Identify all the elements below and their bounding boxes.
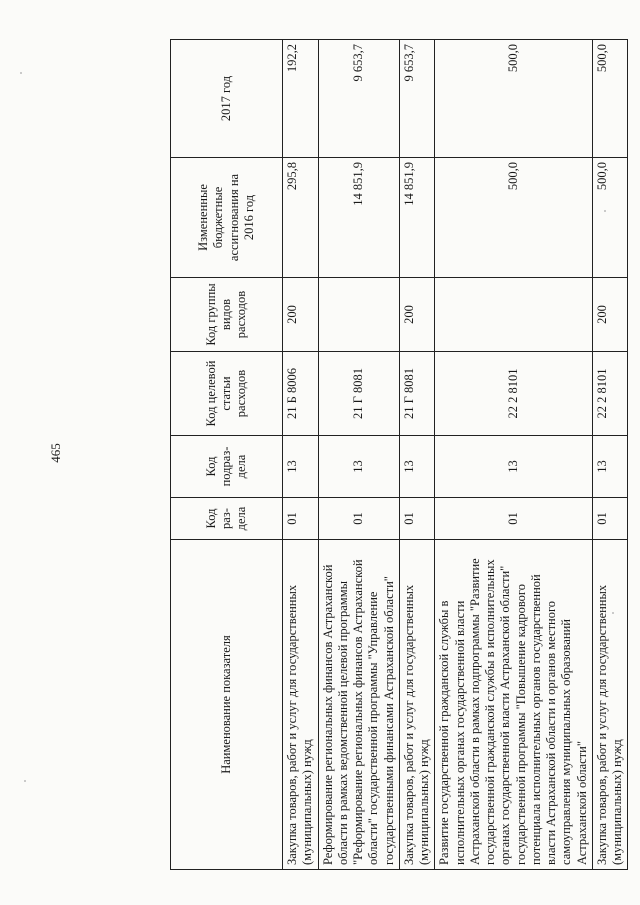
budget-table-landscape bbox=[170, 40, 624, 870]
row-2017: 500,0 bbox=[435, 40, 593, 158]
row-group bbox=[435, 278, 593, 352]
table-header-row bbox=[171, 40, 283, 870]
row-name: Развитие государственной гражданской службы в исполнительных органах государственной власти Астраханской области в рамках подпрограммы "Развитие государственной гражданской службы в исполнительных органах государственной власти Астраханской области" государственной программы "Повышение кадрового потенциала исполнительных органов государственной власти Астраханской области и органов местного самоуправления муниципальных образований Астраханской области" bbox=[435, 540, 593, 870]
row-target: 22 2 8101 bbox=[592, 352, 628, 436]
table-row bbox=[318, 40, 399, 870]
row-podrazdel: 13 bbox=[399, 436, 435, 498]
page-number: 465 bbox=[48, 443, 63, 463]
table-row bbox=[592, 40, 628, 870]
row-group: 200 bbox=[592, 278, 628, 352]
scan-speck bbox=[20, 72, 22, 74]
row-group bbox=[318, 278, 399, 352]
row-razdel: 01 bbox=[283, 498, 319, 540]
budget-table bbox=[170, 39, 628, 870]
header-group: Код группы видов расходов bbox=[171, 278, 283, 352]
row-podrazdel: 13 bbox=[318, 436, 399, 498]
scan-speck bbox=[24, 780, 26, 782]
header-razdel: Код раз-дела bbox=[171, 498, 283, 540]
row-podrazdel: 13 bbox=[283, 436, 319, 498]
row-2017: 192,2 bbox=[283, 40, 319, 158]
row-changed-2016: 295,8 bbox=[283, 158, 319, 278]
header-target: Код целевой статьи расходов bbox=[171, 352, 283, 436]
header-name: Наименование показателя bbox=[171, 540, 283, 870]
row-podrazdel: 13 bbox=[592, 436, 628, 498]
row-razdel: 01 bbox=[399, 498, 435, 540]
row-target: 21 Г 8081 bbox=[399, 352, 435, 436]
row-podrazdel: 13 bbox=[435, 436, 593, 498]
row-changed-2016: 500,0 bbox=[435, 158, 593, 278]
row-name: Реформирование региональных финансов Астраханской области в рамках ведомственной целевой программы "Реформирование региональных финансов Астраханской области" государственной программы "Управление государственными финансами Астраханской области" bbox=[318, 540, 399, 870]
header-changed-2016: Измененные бюджетные ассигнования на 2016 год bbox=[171, 158, 283, 278]
row-2017: 9 653,7 bbox=[318, 40, 399, 158]
table-row bbox=[435, 40, 593, 870]
row-name: Закупка товаров, работ и услуг для государственных (муниципальных) нужд bbox=[592, 540, 628, 870]
row-2017: 9 653,7 bbox=[399, 40, 435, 158]
row-changed-2016: 14 851,9 bbox=[318, 158, 399, 278]
row-target: 21 Б 8006 bbox=[283, 352, 319, 436]
row-razdel: 01 bbox=[592, 498, 628, 540]
scan-speck bbox=[604, 210, 606, 212]
header-2017: 2017 год bbox=[171, 40, 283, 158]
row-razdel: 01 bbox=[435, 498, 593, 540]
row-name: Закупка товаров, работ и услуг для государственных (муниципальных) нужд bbox=[399, 540, 435, 870]
row-group: 200 bbox=[283, 278, 319, 352]
scan-speck bbox=[612, 612, 614, 614]
row-target: 21 Г 8081 bbox=[318, 352, 399, 436]
row-target: 22 2 8101 bbox=[435, 352, 593, 436]
rotated-table-container bbox=[170, 40, 624, 870]
row-group: 200 bbox=[399, 278, 435, 352]
row-changed-2016: 500,0 bbox=[592, 158, 628, 278]
row-razdel: 01 bbox=[318, 498, 399, 540]
table-row bbox=[283, 40, 319, 870]
header-podrazdel: Код подраз-дела bbox=[171, 436, 283, 498]
table-row bbox=[399, 40, 435, 870]
row-name: Закупка товаров, работ и услуг для государственных (муниципальных) нужд bbox=[283, 540, 319, 870]
row-2017: 500,0 bbox=[592, 40, 628, 158]
row-changed-2016: 14 851,9 bbox=[399, 158, 435, 278]
